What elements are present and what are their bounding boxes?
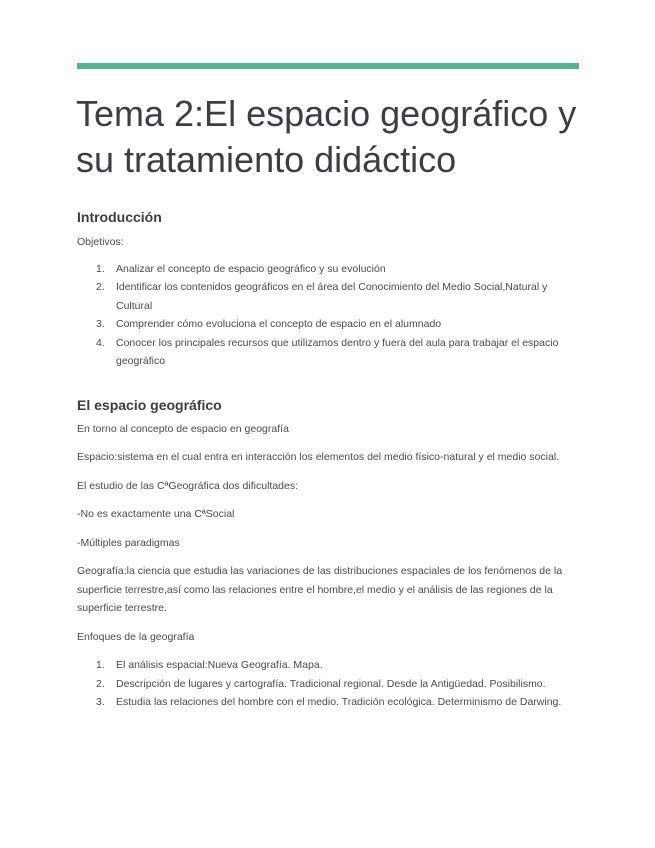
list-item-text: Estudia las relaciones del hombre con el medio. Tradición ecológica. Determinismo de Darwing. — [116, 696, 562, 708]
page-title: Tema 2:El espacio geográfico y su tratamiento didáctico — [76, 93, 577, 180]
list-item-text: Identificar los contenidos geográficos en el área del Conocimiento del Medio Social,Natural y Cultural — [116, 281, 548, 312]
list-item-text: Analizar el concepto de espacio geográfico y su evolución — [116, 262, 386, 275]
list-item: 4. Conocer los principales recursos que utilizamos dentro y fuera del aula para trabajar el espacio geográfico — [96, 336, 559, 367]
list-item: 2. Descripción de lugares y cartografía. Tradicional regional. Desde la Antigüedad. Posibilismo. — [96, 677, 546, 690]
accent-bar — [77, 63, 579, 69]
list-item-text: Descripción de lugares y cartografía. Tradicional regional. Desde la Antigüedad. Posibilismo. — [116, 677, 546, 690]
paragraph: Enfoques de la geografía — [77, 630, 195, 643]
document-body — [77, 207, 577, 712]
section-heading-introduccion: Introducción — [77, 209, 162, 225]
objectives-list — [77, 260, 577, 371]
objetivos-label: Objetivos: — [77, 236, 124, 248]
paragraph: En torno al concepto de espacio en geografía — [77, 422, 289, 435]
paragraph: Geografía:la ciencia que estudia las variaciones de las distribuciones espaciales de los fenómenos de la superficie terrestre,así como las relaciones entre el hombre,el medio y el análisis de las regiones de la superficie terrestre. — [77, 565, 563, 614]
list-item: 1. El análisis espacial:Nueva Geografía. Mapa. — [96, 659, 323, 671]
list-item: 3. Comprender cómo evoluciona el concepto de espacio en el alumnado — [96, 318, 442, 330]
list-item: 2. Identificar los contenidos geográficos en el área del Conocimiento del Medio Social,Natural y Cultural — [96, 281, 548, 312]
list-item-text: Conocer los principales recursos que utilizamos dentro y fuera del aula para trabajar el espacio geográfico — [116, 336, 559, 367]
enfoques-list — [77, 656, 577, 712]
list-item: 1. Analizar el concepto de espacio geográfico y su evolución — [96, 262, 386, 275]
section-heading-espacio-geografico: El espacio geográfico — [77, 396, 222, 413]
paragraph: Espacio:sistema en el cual entra en interacción los elementos del medio físico-natural y el medio social. — [77, 451, 560, 463]
paragraph: -Múltiples paradigmas — [77, 536, 180, 549]
list-item: 3. Estudia las relaciones del hombre con el medio. Tradición ecológica. Determinismo de Darwing. — [96, 696, 562, 708]
paragraph: -No es exactamente una CªSocial — [77, 508, 235, 520]
paragraph: El estudio de las CªGeográfica dos dificultades: — [77, 479, 299, 492]
list-item-text: El análisis espacial:Nueva Geografía. Mapa. — [116, 659, 323, 671]
list-item-text: Comprender cómo evoluciona el concepto de espacio en el alumnado — [116, 318, 442, 330]
